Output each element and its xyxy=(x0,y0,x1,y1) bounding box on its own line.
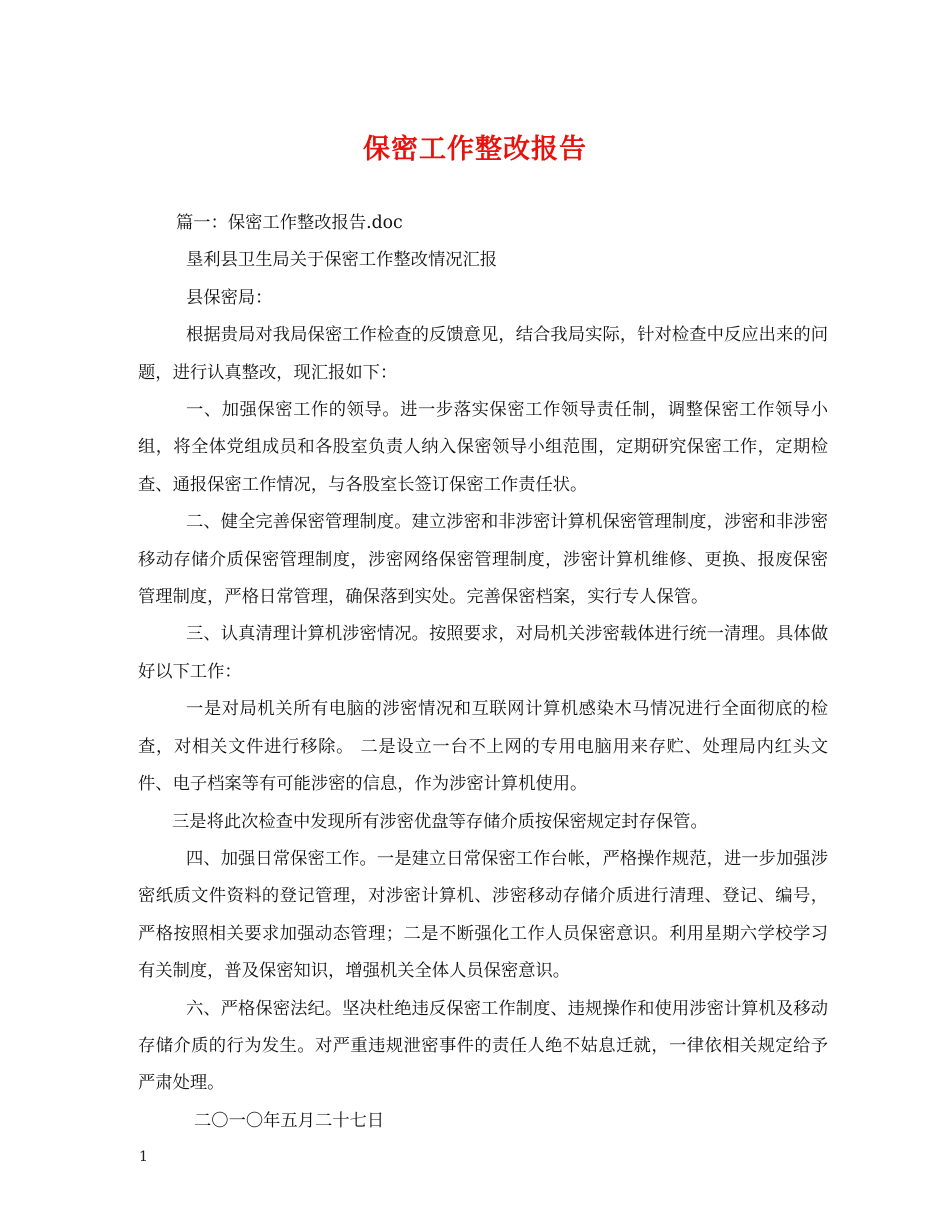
paragraph-system: 二、健全完善保密管理制度。建立涉密和非涉密计算机保密管理制度，涉密和非涉密移动存储介质保密管理制度，涉密网络保密管理制度，涉密计算机维修、更换、报废保密管理制度，严格日常管理，确保落到实处。完善保密档案，实行专人保管。 xyxy=(138,512,828,608)
paragraph-storage-media: 三是将此次检查中发现所有涉密优盘等存储介质按保密规定封存保管。 xyxy=(172,811,708,832)
document-body xyxy=(138,205,828,1140)
document-title: 保密工作整改报告 xyxy=(363,134,587,165)
paragraph-cleanup-tasks: 一是对局机关所有电脑的涉密情况和互联网计算机感染木马情况进行全面彻底的检查，对相关文件进行移除。 二是设立一台不上网的专用电脑用来存贮、处理局内红头文件、电子档案等有可能涉密的信息，作为涉密计算机使用。 xyxy=(138,699,828,795)
paragraph-discipline: 六、严格保密法纪。坚决杜绝违反保密工作制度、违规操作和使用涉密计算机及移动存储介质的行为发生。对严重违规泄密事件的责任人绝不姑息迁就，一律依相关规定给予严肃处理。 xyxy=(138,998,828,1094)
page-number: 1 xyxy=(139,1149,148,1165)
paragraph-leadership: 一、加强保密工作的领导。进一步落实保密工作领导责任制，调整保密工作领导小组，将全体党组成员和各股室负责人纳入保密领导小组范围，定期研究保密工作，定期检查、通报保密工作情况，与各股室长签订保密工作责任状。 xyxy=(138,400,828,495)
report-date: 二〇一〇年五月二十七日 xyxy=(194,1110,385,1131)
report-subtitle: 垦利县卫生局关于保密工作整改情况汇报 xyxy=(186,250,498,271)
paragraph-intro: 根据贵局对我局保密工作检查的反馈意见，结合我局实际，针对检查中反应出来的问题，进行认真整改，现汇报如下： xyxy=(138,325,828,383)
heading-line: 篇一：保密工作整改报告.doc xyxy=(176,213,403,233)
paragraph-computer-cleanup: 三、认真清理计算机涉密情况。按照要求，对局机关涉密载体进行统一清理。具体做好以下工作： xyxy=(138,624,828,682)
paragraph-daily-work: 四、加强日常保密工作。一是建立日常保密工作台帐，严格操作规范，进一步加强涉密纸质文件资料的登记管理，对涉密计算机、涉密移动存储介质进行清理、登记、编号，严格按照相关要求加强动态管理；二是不断强化工作人员保密意识。利用星期六学校学习有关制度，普及保密知识，增强机关全体人员保密意识。 xyxy=(138,848,828,982)
addressee: 县保密局： xyxy=(186,287,273,308)
